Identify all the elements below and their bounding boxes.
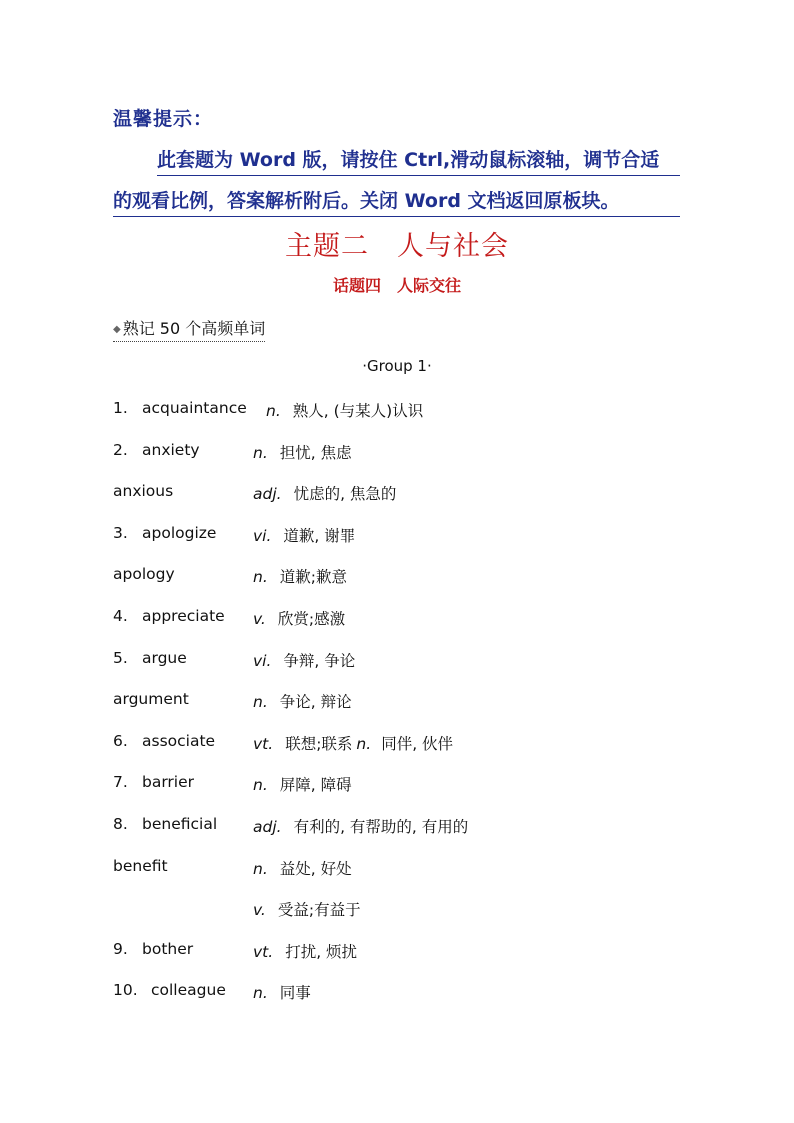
vocab-row — [113, 641, 713, 683]
meaning: 同事 — [279, 984, 311, 1003]
vocab-definition — [253, 482, 396, 504]
section-title: 熟记 50 个高频单词 — [122, 319, 266, 338]
tip-title: 温馨提示： — [113, 108, 214, 130]
vocab-word: acquaintance — [142, 399, 247, 417]
vocab-number: 6. — [113, 731, 128, 750]
part-of-speech: vi. — [253, 651, 272, 670]
vocab-word: appreciate — [142, 606, 225, 625]
part-of-speech: v. — [253, 609, 266, 628]
part-of-speech: n. — [253, 984, 268, 1003]
vocab-definition — [253, 524, 355, 546]
vocab-row — [113, 932, 713, 974]
vocab-row — [113, 682, 713, 724]
vocab-definition — [253, 898, 361, 920]
section-heading — [113, 316, 265, 342]
meaning: 道歉;歉意 — [279, 568, 347, 587]
vocab-word: benefit — [113, 856, 168, 875]
vocab-row — [113, 557, 713, 599]
meaning: 同伴, 伙伴 — [381, 734, 454, 753]
vocab-number: 5. — [113, 648, 128, 667]
vocab-row — [113, 433, 713, 475]
meaning: 争论, 辩论 — [279, 693, 352, 712]
meaning: 争辩, 争论 — [283, 651, 356, 670]
meaning: 道歉, 谢罪 — [283, 526, 356, 545]
meaning: 忧虑的, 焦急的 — [293, 485, 397, 504]
part-of-speech: adj. — [253, 485, 282, 504]
vocab-definition — [253, 940, 357, 962]
part-of-speech: n. — [253, 859, 268, 878]
vocab-word: associate — [142, 731, 216, 750]
vocab-word: anxiety — [142, 440, 200, 459]
vocab-row — [113, 890, 713, 932]
vocab-row — [113, 849, 713, 891]
vocab-word: apology — [113, 565, 175, 584]
vocab-number: 1. — [113, 399, 128, 417]
vocab-word: argue — [142, 648, 187, 667]
tip-line-1: 此套题为 Word 版，请按住 Ctrl,滑动鼠标滚轴，调节合适 — [157, 145, 680, 176]
vocab-definition — [253, 815, 468, 837]
vocab-number: 7. — [113, 773, 128, 792]
vocab-row — [113, 599, 713, 641]
meaning: 担忧, 焦虑 — [279, 443, 352, 462]
vocab-word: bother — [142, 939, 194, 958]
vocab-definition — [253, 649, 355, 671]
vocab-row — [113, 391, 713, 433]
part-of-speech: adj. — [253, 817, 282, 836]
main-title: 主题二 人与社会 — [285, 231, 509, 262]
vocab-word: anxious — [113, 482, 174, 501]
vocab-word: apologize — [142, 523, 217, 542]
vocab-row — [113, 807, 713, 849]
vocab-word: barrier — [142, 773, 195, 792]
meaning: 联想;联系 — [285, 734, 353, 753]
vocab-word: beneficial — [142, 814, 218, 833]
vocab-number: 3. — [113, 523, 128, 542]
meaning: 熟人, (与某人)认识 — [292, 402, 424, 420]
group-label: ·Group 1· — [362, 357, 432, 375]
meaning: 屏障, 障碍 — [279, 776, 352, 795]
meaning: 益处, 好处 — [279, 859, 352, 878]
vocab-number: 4. — [113, 606, 128, 625]
part-of-speech: n. — [253, 568, 268, 587]
vocab-number: 10. — [113, 981, 138, 1000]
part-of-speech: n. — [356, 734, 372, 753]
vocab-row — [113, 765, 713, 807]
part-of-speech: v. — [253, 901, 266, 920]
vocab-number: 8. — [113, 814, 128, 833]
vocab-definition — [253, 857, 352, 879]
vocab-row — [113, 973, 713, 1015]
part-of-speech: vi. — [253, 526, 272, 545]
part-of-speech: n. — [266, 402, 281, 420]
vocab-definition — [253, 773, 352, 795]
vocab-number: 9. — [113, 939, 128, 958]
vocab-definition — [253, 607, 345, 629]
vocab-definition — [253, 690, 352, 712]
vocab-number: 2. — [113, 440, 128, 459]
diamond-icon: ◆ — [113, 324, 121, 335]
vocab-list — [113, 391, 713, 1015]
part-of-speech: vt. — [253, 734, 274, 753]
meaning: 有利的, 有帮助的, 有用的 — [293, 817, 469, 836]
vocab-word: argument — [113, 690, 189, 709]
vocab-word: colleague — [151, 981, 226, 1000]
vocab-row — [113, 724, 713, 766]
part-of-speech: n. — [253, 693, 268, 712]
vocab-definition — [266, 399, 423, 421]
sub-title: 话题四 人际交往 — [332, 276, 461, 295]
vocab-definition — [253, 981, 311, 1003]
vocab-definition — [253, 441, 352, 463]
part-of-speech: n. — [253, 776, 268, 795]
meaning: 打扰, 烦扰 — [285, 942, 358, 961]
part-of-speech: vt. — [253, 942, 274, 961]
vocab-row — [113, 516, 713, 558]
vocab-definition — [253, 732, 453, 754]
tip-line-2: 的观看比例，答案解析附后。关闭 Word 文档返回原板块。 — [113, 186, 680, 217]
vocab-row — [113, 474, 713, 516]
meaning: 欣赏;感激 — [277, 609, 346, 628]
meaning: 受益;有益于 — [277, 901, 361, 920]
vocab-definition — [253, 565, 347, 587]
part-of-speech: n. — [253, 443, 268, 462]
